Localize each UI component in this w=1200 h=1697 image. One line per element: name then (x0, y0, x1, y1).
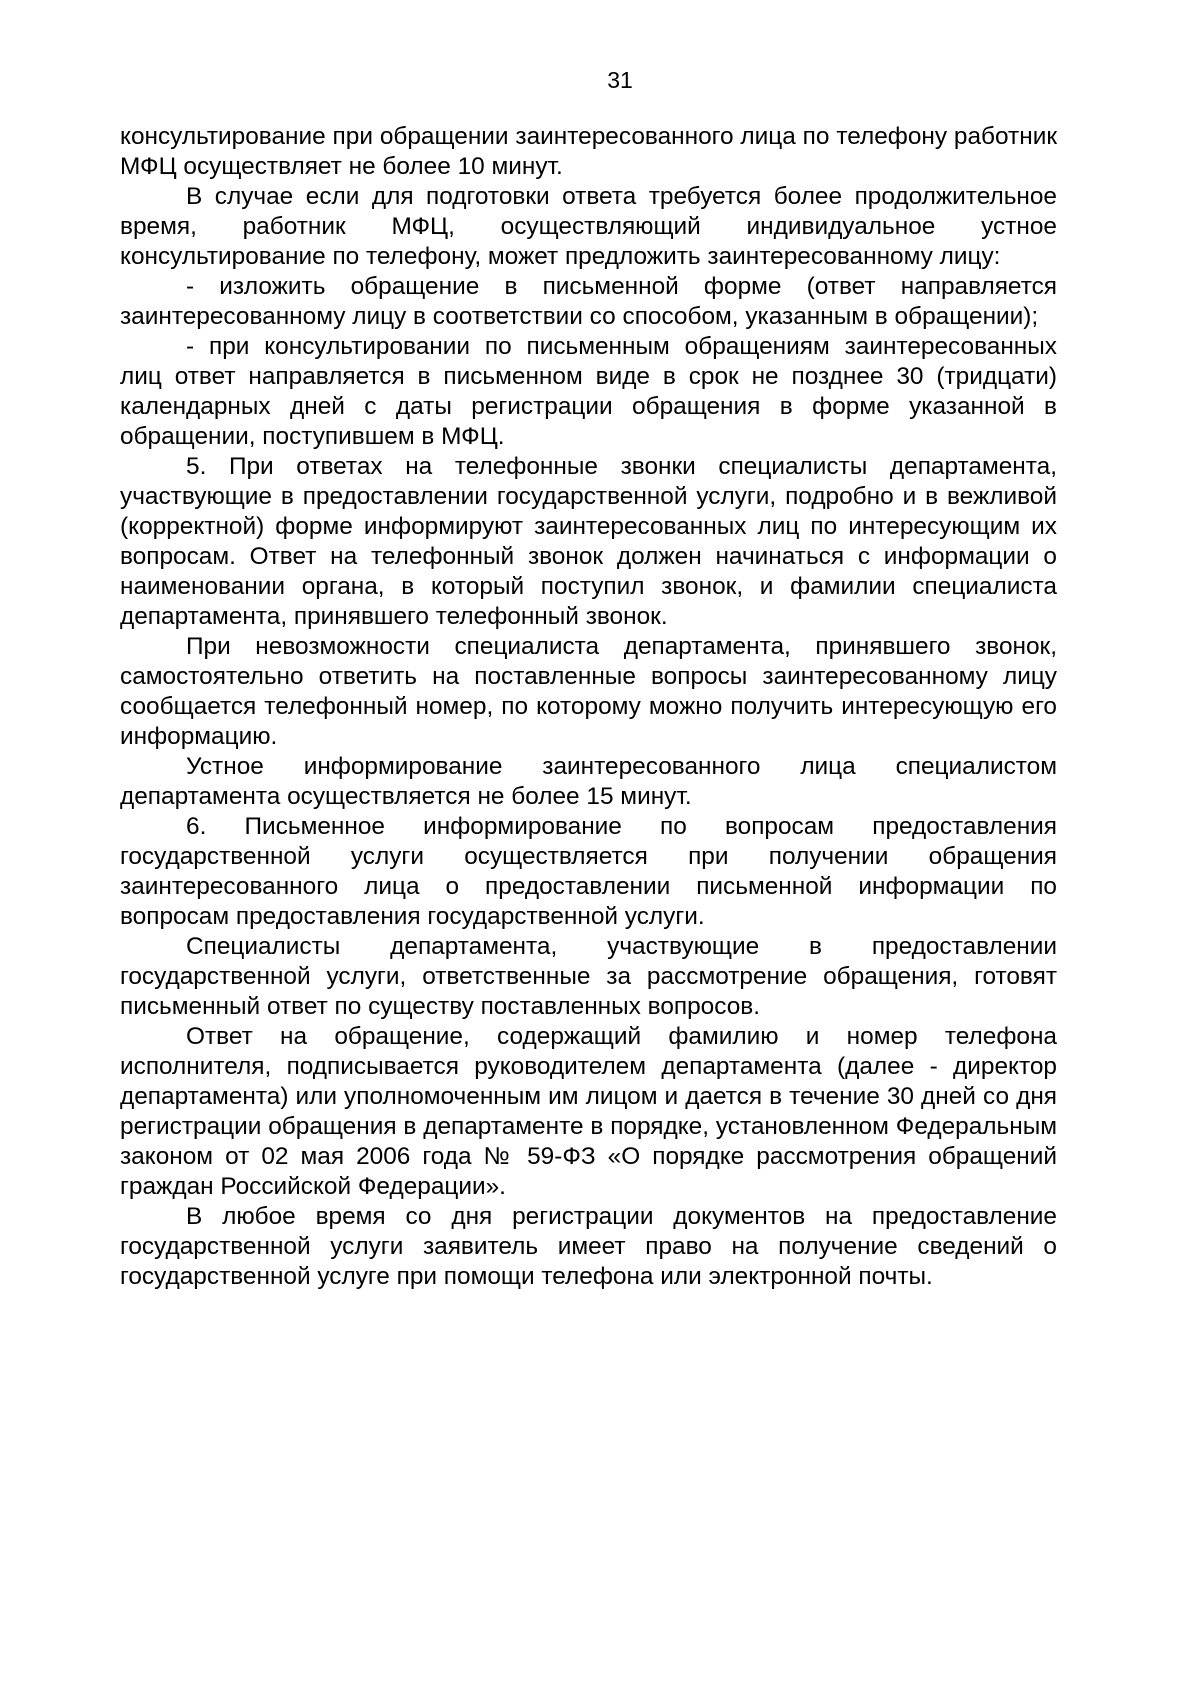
paragraph: Ответ на обращение, содержащий фамилию и номер телефона исполнителя, подписывается руководителем департамента (далее - директор департамента) или уполномоченным им лицом и дается в течение 30 дней со дня регистрации обращения в департаменте в порядке, установленном Федеральным законом от 02 мая 2006 года № 59-ФЗ «О порядке рассмотрения обращений граждан Российской Федерации». (120, 1023, 1057, 1200)
paragraph: В любое время со дня регистрации документов на предоставление государственной услуги заявитель имеет право на получение сведений о государственной услуге при помощи телефона или электронной почты. (120, 1203, 1057, 1290)
page-number: 31 (607, 67, 633, 93)
paragraph: консультирование при обращении заинтересованного лица по телефону работник МФЦ осуществляет не более 10 минут. (120, 123, 1057, 180)
document-body (120, 122, 1057, 1292)
list-item: - при консультировании по письменным обращениям заинтересованных лиц ответ направляется в письменном виде в срок не позднее 30 (тридцати) календарных дней с даты регистрации обращения в форме указанной в обращении, поступившем в МФЦ. (120, 333, 1057, 450)
paragraph: В случае если для подготовки ответа требуется более продолжительное время, работник МФЦ, осуществляющий индивидуальное устное консультирование по телефону, может предложить заинтересованному лицу: (120, 183, 1057, 270)
paragraph: 6. Письменное информирование по вопросам предоставления государственной услуги осуществляется при получении обращения заинтересованного лица о предоставлении письменной информации по вопросам предоставления государственной услуги. (120, 813, 1057, 930)
paragraph: Устное информирование заинтересованного лица специалистом департамента осуществляется не более 15 минут. (120, 753, 1057, 810)
paragraph: Специалисты департамента, участвующие в предоставлении государственной услуги, ответственные за рассмотрение обращения, готовят письменный ответ по существу поставленных вопросов. (120, 933, 1057, 1020)
list-item: - изложить обращение в письменной форме (ответ направляется заинтересованному лицу в соответствии со способом, указанным в обращении); (120, 273, 1057, 330)
paragraph: 5. При ответах на телефонные звонки специалисты департамента, участвующие в предоставлении государственной услуги, подробно и в вежливой (корректной) форме информируют заинтересованных лиц по интересующим их вопросам. Ответ на телефонный звонок должен начинаться с информации о наименовании органа, в который поступил звонок, и фамилии специалиста департамента, принявшего телефонный звонок. (120, 453, 1057, 630)
paragraph: При невозможности специалиста департамента, принявшего звонок, самостоятельно ответить на поставленные вопросы заинтересованному лицу сообщается телефонный номер, по которому можно получить интересующую его информацию. (120, 633, 1057, 750)
